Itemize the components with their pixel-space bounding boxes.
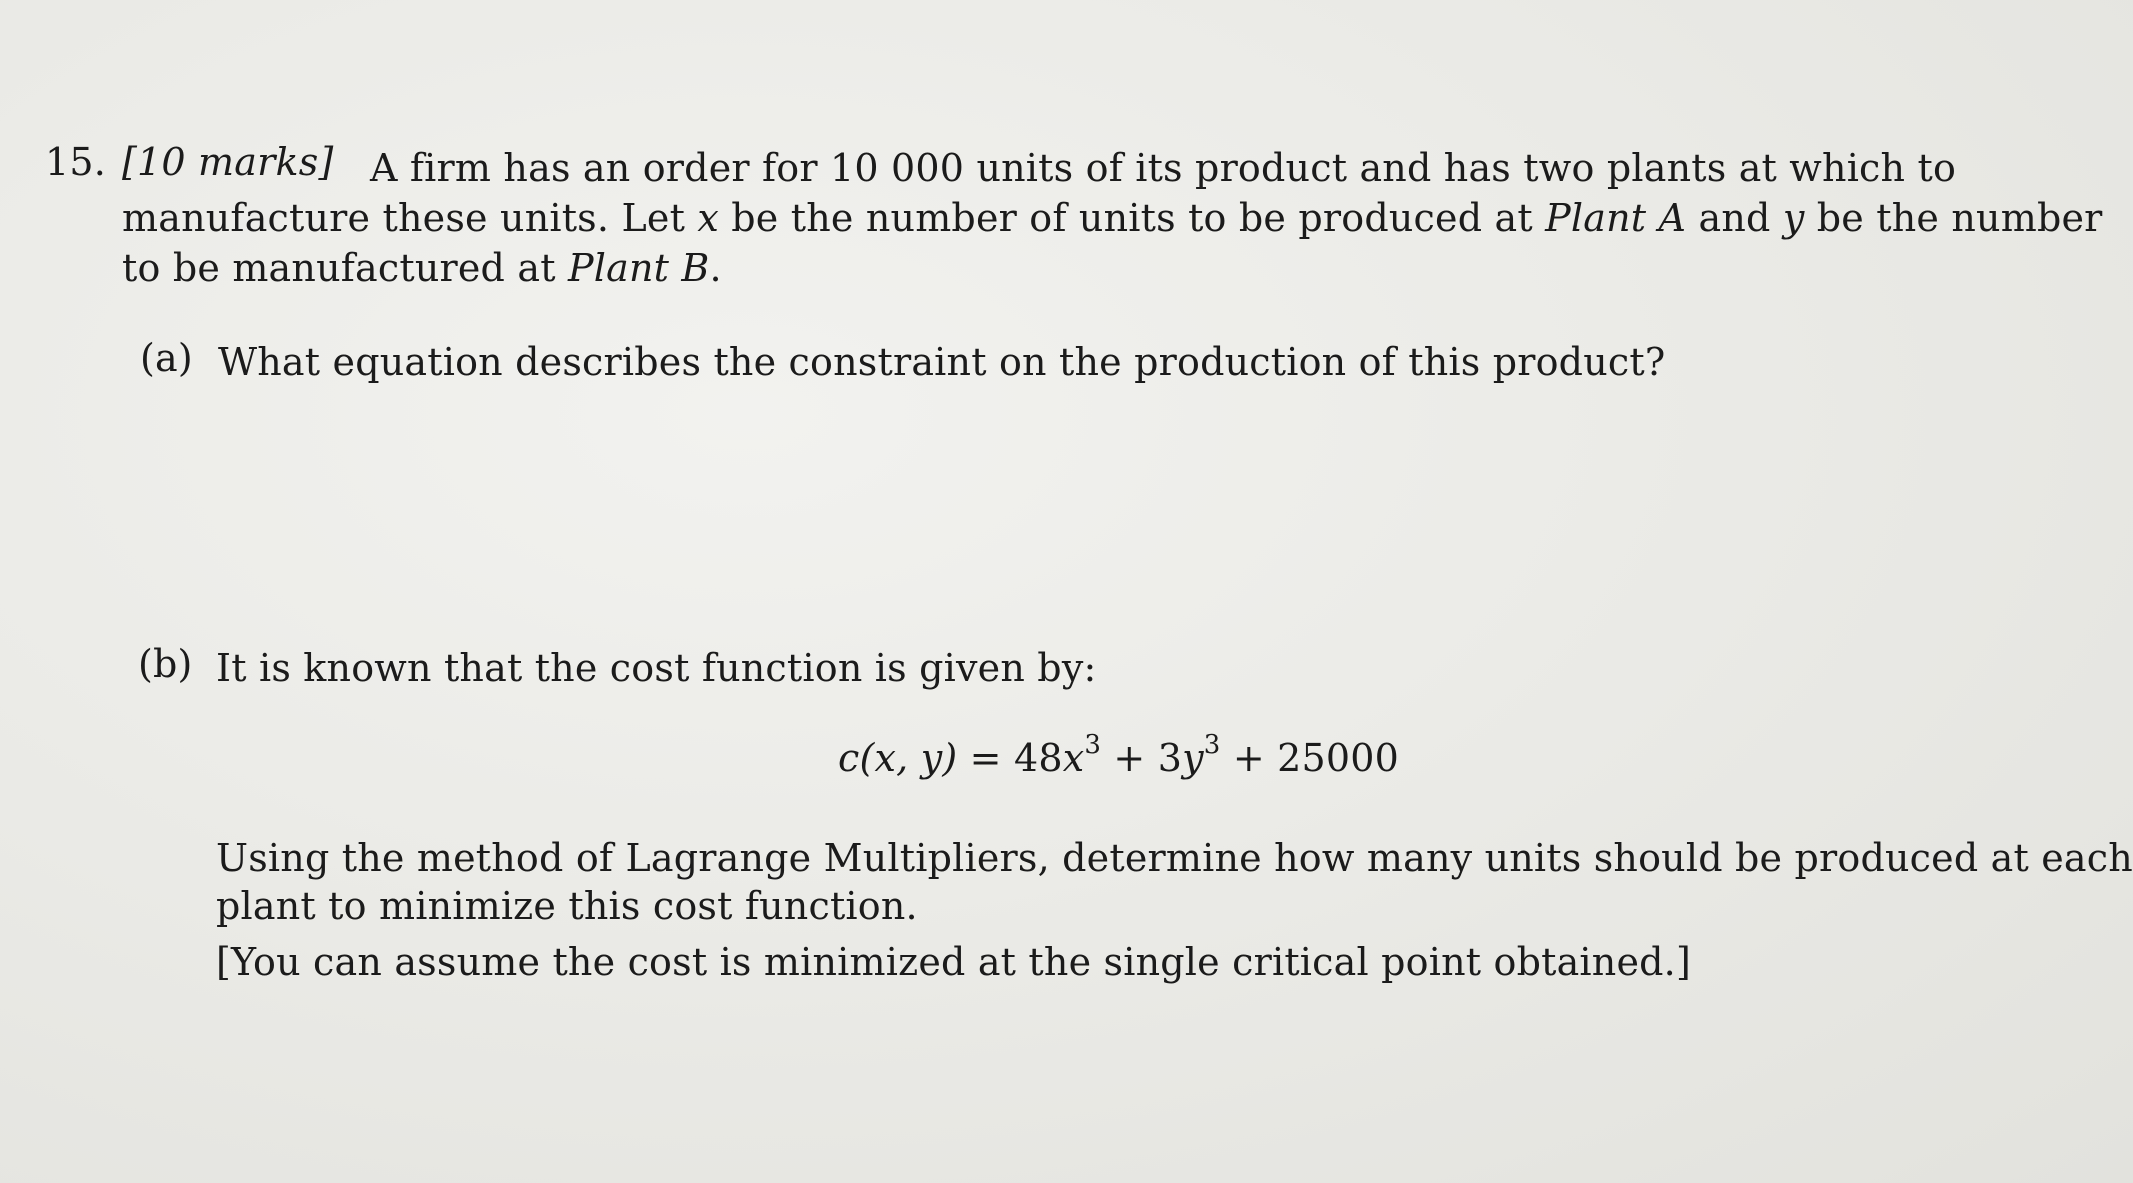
formula-plus: + 3 xyxy=(1101,736,1183,780)
formula-eq: = 48 xyxy=(957,736,1063,780)
formula-exponent: 3 xyxy=(1084,730,1102,761)
part-a-question: What equation describes the constraint on the production of this product? xyxy=(218,340,1666,384)
question-intro-line-2 xyxy=(122,196,2103,240)
intro-text: . xyxy=(709,246,722,290)
variable-x: x xyxy=(697,196,719,240)
intro-text: and xyxy=(1686,196,1783,240)
part-b-body-line-1: Using the method of Lagrange Multipliers, determine how many units should be produced at each xyxy=(216,836,2133,880)
formula-lhs: c(x, y) xyxy=(838,736,958,780)
formula-constant: + 25000 xyxy=(1220,736,1400,780)
formula-exponent: 3 xyxy=(1203,730,1221,761)
intro-text: manufacture these units. Let xyxy=(122,196,698,240)
part-b-intro: It is known that the cost function is given by: xyxy=(216,646,1097,690)
part-b-body-line-2: plant to minimize this cost function. xyxy=(216,884,918,928)
intro-text: to be manufactured at xyxy=(122,246,568,290)
intro-text: be the number xyxy=(1804,196,2103,240)
formula-x: x xyxy=(1062,736,1085,780)
part-a-label: (a) xyxy=(140,336,193,380)
plant-b-label: Plant B xyxy=(567,246,710,290)
formula-y: y xyxy=(1182,736,1204,780)
question-intro-line-3 xyxy=(122,246,722,290)
cost-function-formula xyxy=(838,730,1400,780)
variable-y: y xyxy=(1782,196,1805,240)
question-intro-line-1: A firm has an order for 10 000 units of its product and has two plants at which to xyxy=(370,146,1957,190)
part-b-label: (b) xyxy=(138,642,193,686)
plant-a-label: Plant A xyxy=(1545,196,1687,240)
intro-text: be the number of units to be produced at xyxy=(718,196,1546,240)
part-b-note: [You can assume the cost is minimized at the single critical point obtained.] xyxy=(216,940,1691,984)
question-number: 15. xyxy=(45,140,107,184)
question-marks: [10 marks] xyxy=(122,140,334,184)
